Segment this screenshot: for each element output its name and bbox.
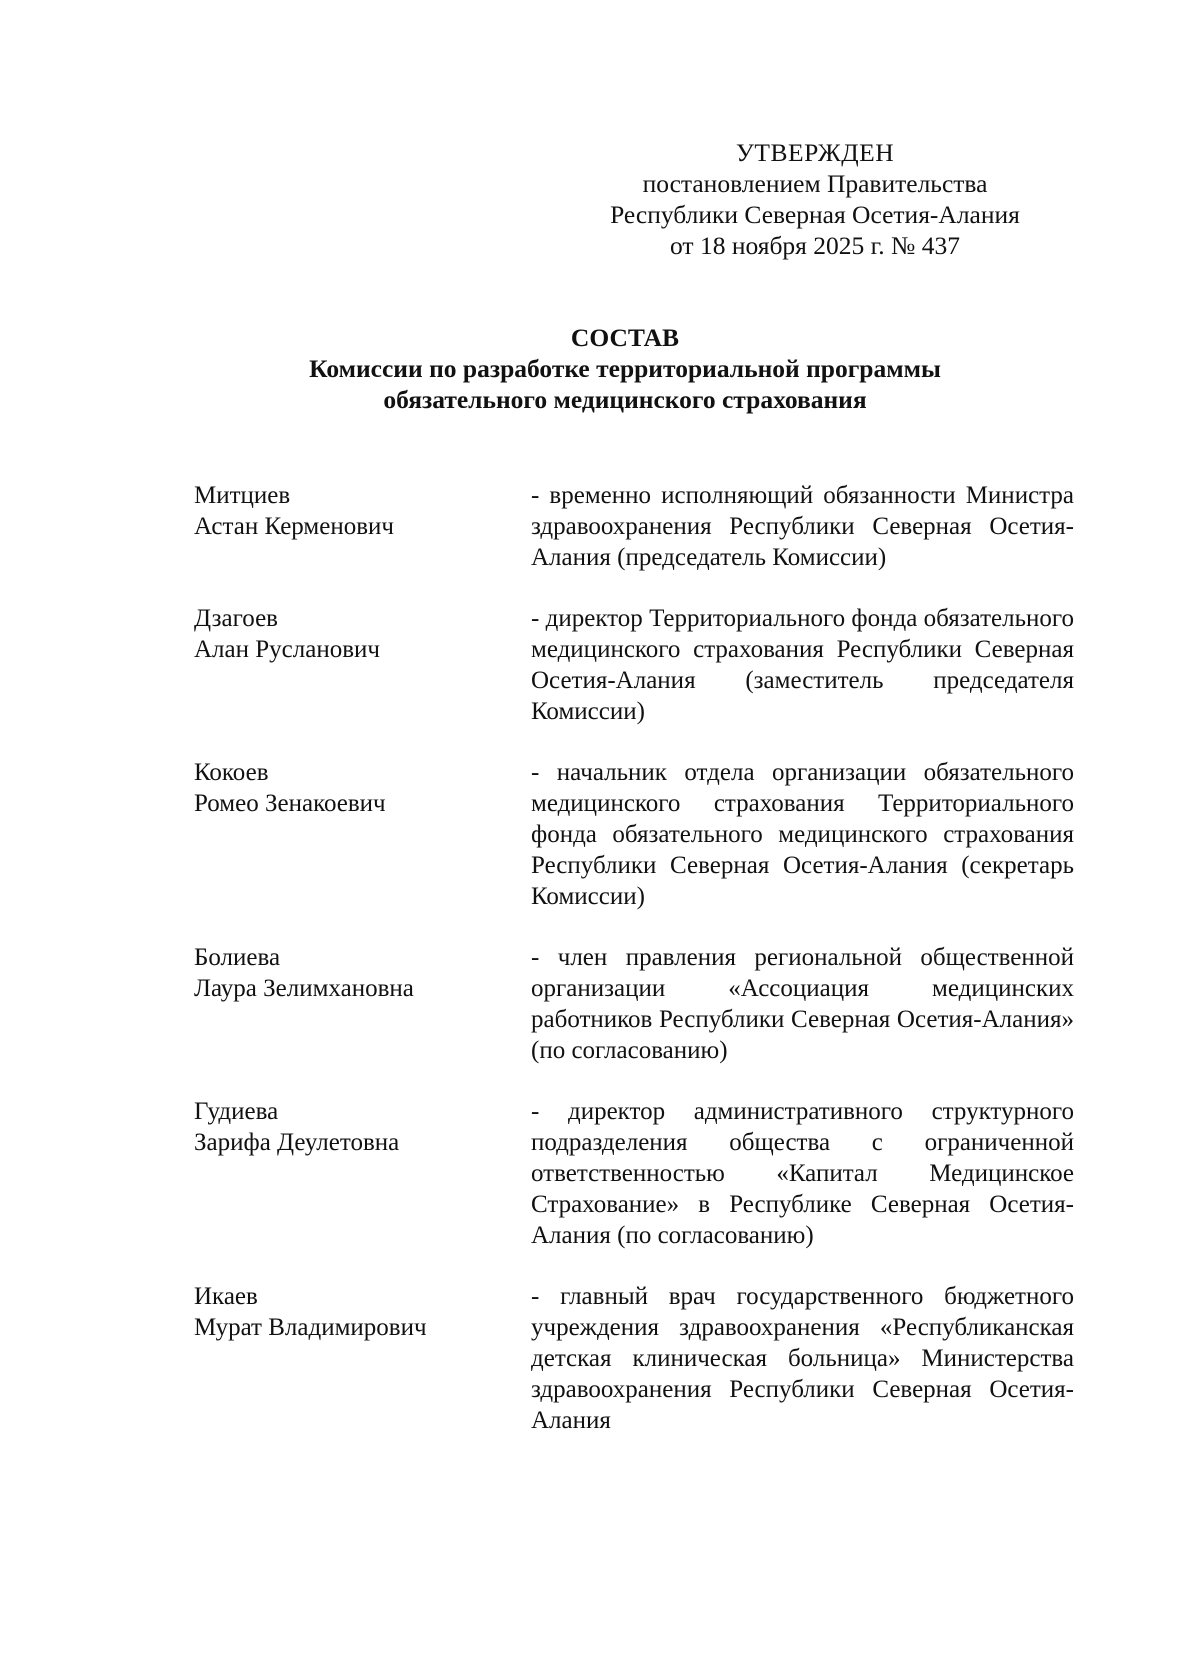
document-heading <box>240 322 1010 415</box>
member-surname: Митциев <box>194 482 291 509</box>
member-name <box>194 480 531 573</box>
member-role: - член правления региональной общественной организации «Ассоциация медицинских работников Республики Северная Осетия-Алания» (по согласованию) <box>531 944 1074 1064</box>
member-entry <box>194 942 1074 1066</box>
member-entry <box>194 1096 1074 1251</box>
member-entry <box>194 1281 1074 1436</box>
approval-line-1: постановлением Правительства <box>642 169 988 198</box>
member-given-names: Ромео Зенакоевич <box>194 790 386 817</box>
document-subtitle-line-2: обязательного медицинского страхования <box>383 385 867 414</box>
member-given-names: Алан Русланович <box>194 636 380 663</box>
member-given-names: Лаура Зелимхановна <box>194 975 414 1002</box>
approval-block <box>590 137 1040 261</box>
member-surname: Дзагоев <box>194 605 278 632</box>
approval-line-2: Республики Северная Осетия-Алания <box>610 200 1020 229</box>
member-given-names: Зарифа Деулетовна <box>194 1129 400 1156</box>
member-surname: Икаев <box>194 1283 258 1310</box>
member-name <box>194 603 531 727</box>
member-role: - директор Территориального фонда обязательного медицинского страхования Республики Северная Осетия-Алания (заместитель председателя Комиссии) <box>531 605 1074 725</box>
member-role: - директор административного структурного подразделения общества с ограниченной ответственностью «Капитал Медицинское Страхование» в Республике Северная Осетия-Алания (по согласованию) <box>531 1098 1074 1249</box>
member-surname: Гудиева <box>194 1098 279 1125</box>
member-role: - главный врач государственного бюджетного учреждения здравоохранения «Республиканская детская клиническая больница» Министерства здравоохранения Республики Северная Осетия-Алания <box>531 1283 1074 1434</box>
member-name <box>194 1096 531 1251</box>
member-given-names: Мурат Владимирович <box>194 1314 427 1341</box>
members-list <box>194 480 1074 1466</box>
document-title: СОСТАВ <box>570 323 680 352</box>
approval-line-3: от 18 ноября 2025 г. № 437 <box>670 231 960 260</box>
member-surname: Кокоев <box>194 759 269 786</box>
member-role: - временно исполняющий обязанности Министра здравоохранения Республики Северная Осетия-Алания (председатель Комиссии) <box>531 482 1074 571</box>
member-role: - начальник отдела организации обязательного медицинского страхования Территориального фонда обязательного медицинского страхования Республики Северная Осетия-Алания (секретарь Комиссии) <box>531 759 1074 910</box>
member-name <box>194 757 531 912</box>
member-name <box>194 1281 531 1436</box>
member-given-names: Астан Керменович <box>194 513 394 540</box>
document-subtitle-line-1: Комиссии по разработке территориальной программы <box>309 354 941 383</box>
member-name <box>194 942 531 1066</box>
member-entry <box>194 757 1074 912</box>
member-entry <box>194 480 1074 573</box>
approval-title: УТВЕРЖДЕН <box>735 138 895 167</box>
member-entry <box>194 603 1074 727</box>
member-surname: Болиева <box>194 944 281 971</box>
